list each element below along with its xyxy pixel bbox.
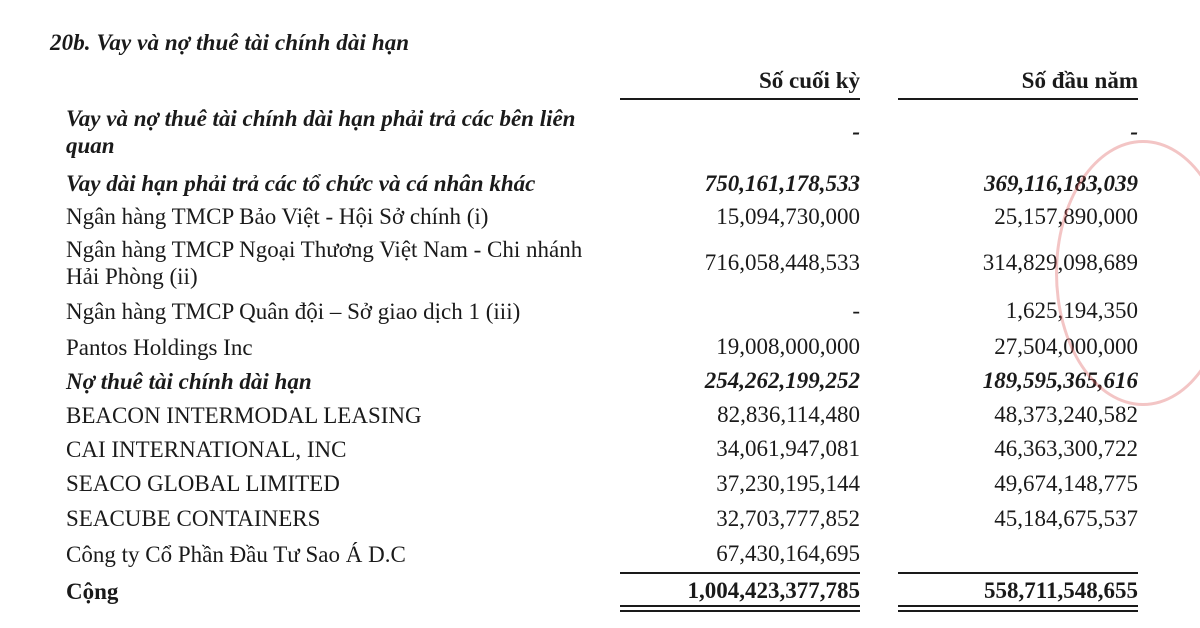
table-row: [66, 96, 1138, 168]
end-value: 254,262,199,252: [704, 368, 860, 393]
column-header-end-of-period: Số cuối kỳ: [759, 68, 860, 93]
table-row: [66, 168, 1138, 199]
row-label: Ngân hàng TMCP Bảo Việt - Hội Sở chính (i): [66, 204, 489, 229]
row-label: CAI INTERNATIONAL, INC: [66, 436, 347, 462]
end-value: 67,430,164,695: [716, 541, 860, 566]
row-label: SEACUBE CONTAINERS: [66, 506, 321, 531]
begin-value: 46,363,300,722: [994, 436, 1138, 461]
begin-value: -: [1130, 119, 1138, 144]
double-rule-begin-2: [898, 610, 1138, 612]
row-label: Pantos Holdings Inc: [66, 334, 253, 360]
table-row: [66, 466, 1138, 501]
end-value: 19,008,000,000: [716, 334, 860, 359]
row-label: Cộng: [66, 578, 119, 604]
begin-value: 27,504,000,000: [994, 334, 1138, 359]
begin-value: 45,184,675,537: [994, 505, 1138, 531]
row-label: Vay dài hạn phải trả các tổ chức và cá nhân khác: [66, 171, 536, 196]
double-rule-begin-1: [898, 605, 1138, 607]
end-value: -: [852, 119, 860, 144]
end-value: 750,161,178,533: [704, 170, 860, 196]
table-row: [66, 234, 1138, 292]
table-row: [66, 199, 1138, 234]
table-row: [66, 330, 1138, 364]
end-value: 34,061,947,081: [716, 436, 860, 461]
table-row: [66, 501, 1138, 536]
end-value: 37,230,195,144: [716, 470, 860, 496]
begin-value: 25,157,890,000: [994, 203, 1138, 229]
begin-value: 189,595,365,616: [982, 368, 1138, 393]
begin-value: 48,373,240,582: [994, 402, 1138, 427]
end-value: 82,836,114,480: [717, 402, 860, 427]
row-label: Công ty Cổ Phần Đầu Tư Sao Á D.C: [66, 541, 406, 567]
column-header-beginning-of-year: Số đầu năm: [1021, 68, 1138, 93]
end-value: 716,058,448,533: [704, 250, 860, 275]
loan-table: [66, 96, 1138, 610]
row-label: Ngân hàng TMCP Ngoại Thương Việt Nam - Chi nhánh Hải Phòng (ii): [66, 237, 583, 289]
begin-value: 314,829,098,689: [982, 250, 1138, 275]
end-value: 32,703,777,852: [716, 505, 860, 531]
begin-total: 558,711,548,655: [984, 578, 1138, 603]
begin-value: 49,674,148,775: [994, 470, 1138, 496]
table-row: [66, 432, 1138, 466]
total-top-rule-end: [620, 572, 860, 574]
double-rule-end-2: [620, 610, 860, 612]
row-label: SEACO GLOBAL LIMITED: [66, 471, 340, 496]
begin-value: [898, 536, 1138, 572]
row-label: Nợ thuê tài chính dài hạn: [66, 368, 312, 394]
double-rule-end-1: [620, 605, 860, 607]
begin-value: 369,116,183,039: [984, 170, 1138, 196]
row-label: Ngân hàng TMCP Quân đội – Sở giao dịch 1 (iii): [66, 298, 521, 324]
table-row: [66, 292, 1138, 330]
table-row: [66, 536, 1138, 572]
row-label: Vay và nợ thuê tài chính dài hạn phải trả các bên liên quan: [66, 106, 576, 158]
begin-value: 1,625,194,350: [1005, 298, 1138, 323]
row-label: BEACON INTERMODAL LEASING: [66, 402, 422, 428]
section-title: 20b. Vay và nợ thuê tài chính dài hạn: [50, 30, 410, 55]
end-total: 1,004,423,377,785: [687, 578, 860, 603]
table-row: [66, 364, 1138, 398]
total-top-rule-begin: [898, 572, 1138, 574]
end-value: -: [852, 298, 860, 323]
end-value: 15,094,730,000: [716, 203, 860, 229]
table-row: [66, 398, 1138, 432]
